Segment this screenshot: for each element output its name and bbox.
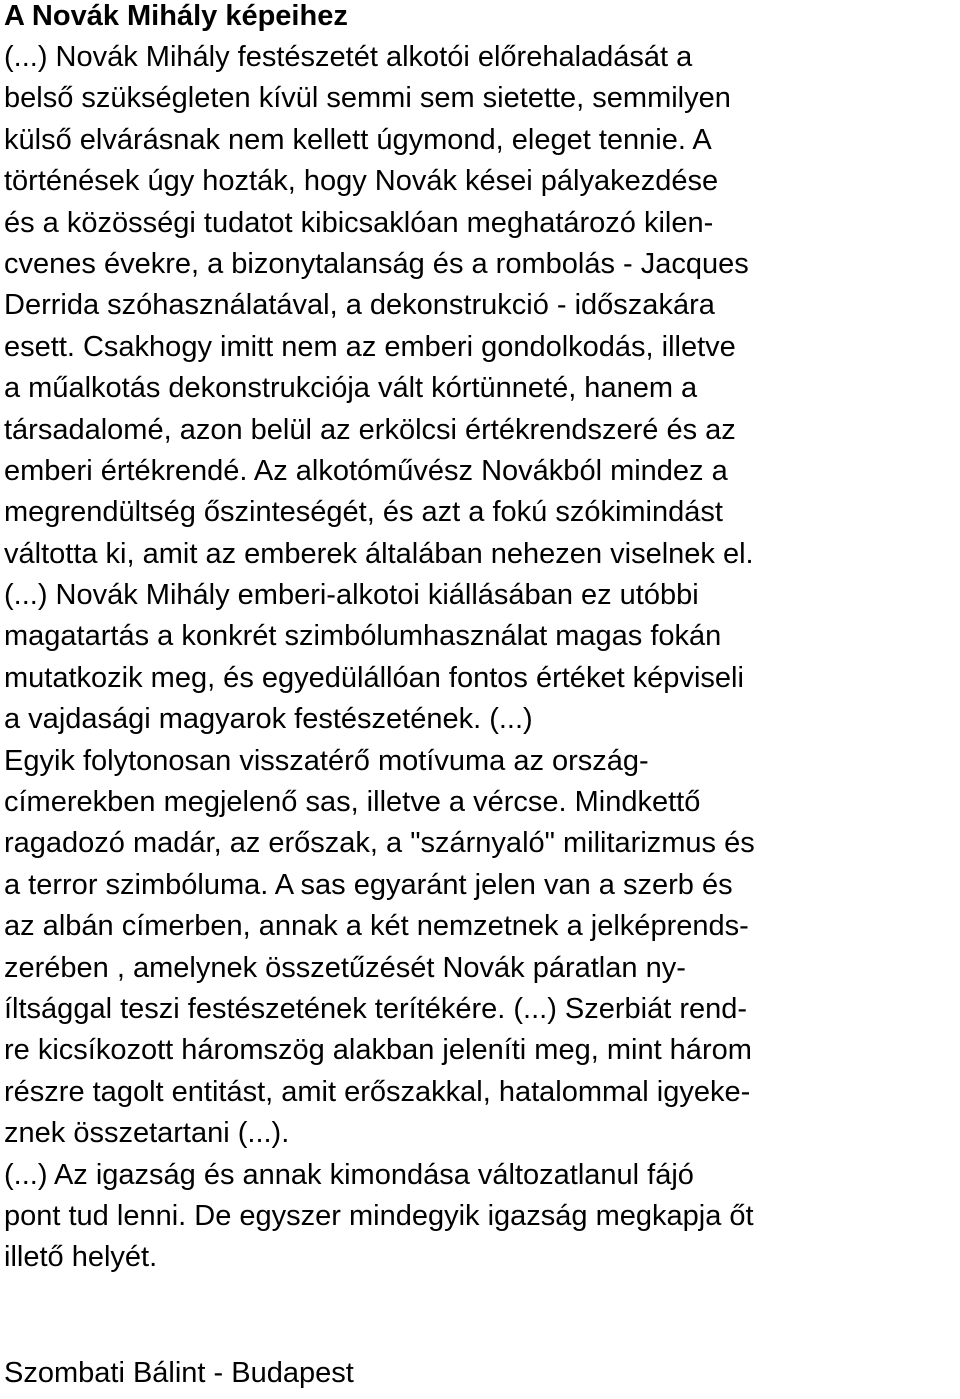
document-body (4, 37, 960, 1279)
body-line: történések úgy hozták, hogy Novák kései pályakezdése (4, 165, 719, 198)
body-line: részre tagolt entitást, amit erőszakkal, hatalommal igyeke- (4, 1075, 751, 1108)
body-line: zerében , amelynek összetűzését Novák páratlan ny- (4, 951, 686, 984)
body-line: és a közösségi tudatot kibicsaklóan meghatározó kilen- (4, 206, 714, 239)
body-line: (...) Az igazság és annak kimondása változatlanul fájó (4, 1158, 694, 1191)
body-line: cvenes évekre, a bizonytalanság és a rombolás - Jacques (4, 247, 749, 280)
body-line: a terror szimbóluma. A sas egyaránt jelen van a szerb és (4, 868, 733, 901)
body-line: íltsággal teszi festészetének terítékére. (...) Szerbiát rend- (4, 992, 748, 1025)
body-line: a vajdasági magyarok festészetének. (...) (4, 703, 533, 736)
body-line: (...) Novák Mihály festészetét alkotói előrehaladását a (4, 41, 693, 73)
body-line: (...) Novák Mihály emberi-alkotoi kiállásában ez utóbbi (4, 579, 699, 612)
body-line: társadalomé, azon belül az erkölcsi értékrendszeré és az (4, 413, 736, 446)
body-line: mutatkozik meg, és egyedülállóan fontos értéket képviseli (4, 661, 744, 694)
body-line: Derrida szóhasználatával, a dekonstrukció - időszakára (4, 289, 715, 322)
body-line: az albán címerben, annak a két nemzetnek a jelképrends- (4, 910, 749, 943)
body-line: Egyik folytonosan visszatérő motívuma az ország- (4, 744, 649, 777)
body-line: emberi értékrendé. Az alkotóművész Novákból mindez a (4, 454, 728, 487)
body-line: esett. Csakhogy imitt nem az emberi gondolkodás, illetve (4, 330, 736, 363)
body-line: megrendültség őszinteségét, és azt a fokú szókimindást (4, 496, 723, 529)
body-line: váltotta ki, amit az emberek általában nehezen viselnek el. (4, 537, 754, 570)
body-line: znek összetartani (...). (4, 1117, 290, 1150)
body-line: külső elvárásnak nem kellett úgymond, eleget tennie. A (4, 123, 712, 156)
body-line: re kicsíkozott háromszög alakban jeleníti meg, mint három (4, 1034, 752, 1067)
body-line: pont tud lenni. De egyszer mindegyik igazság megkapja őt (4, 1199, 754, 1232)
body-line: belső szükségleten kívül semmi sem sietette, semmilyen (4, 82, 731, 115)
body-line: illető helyét. (4, 1241, 158, 1274)
document-title: A Novák Mihály képeihez (4, 0, 348, 32)
body-line: a műalkotás dekonstrukciója vált kórtünneté, hanem a (4, 372, 698, 405)
body-line: címerekben megjelenő sas, illetve a vércse. Mindkettő (4, 786, 701, 819)
body-line: magatartás a konkrét szimbólumhasználat magas fokán (4, 620, 722, 653)
body-line: ragadozó madár, az erőszak, a "szárnyaló" militarizmus és (4, 827, 755, 860)
author-signature: Szombati Bálint - Budapest (4, 1357, 354, 1389)
